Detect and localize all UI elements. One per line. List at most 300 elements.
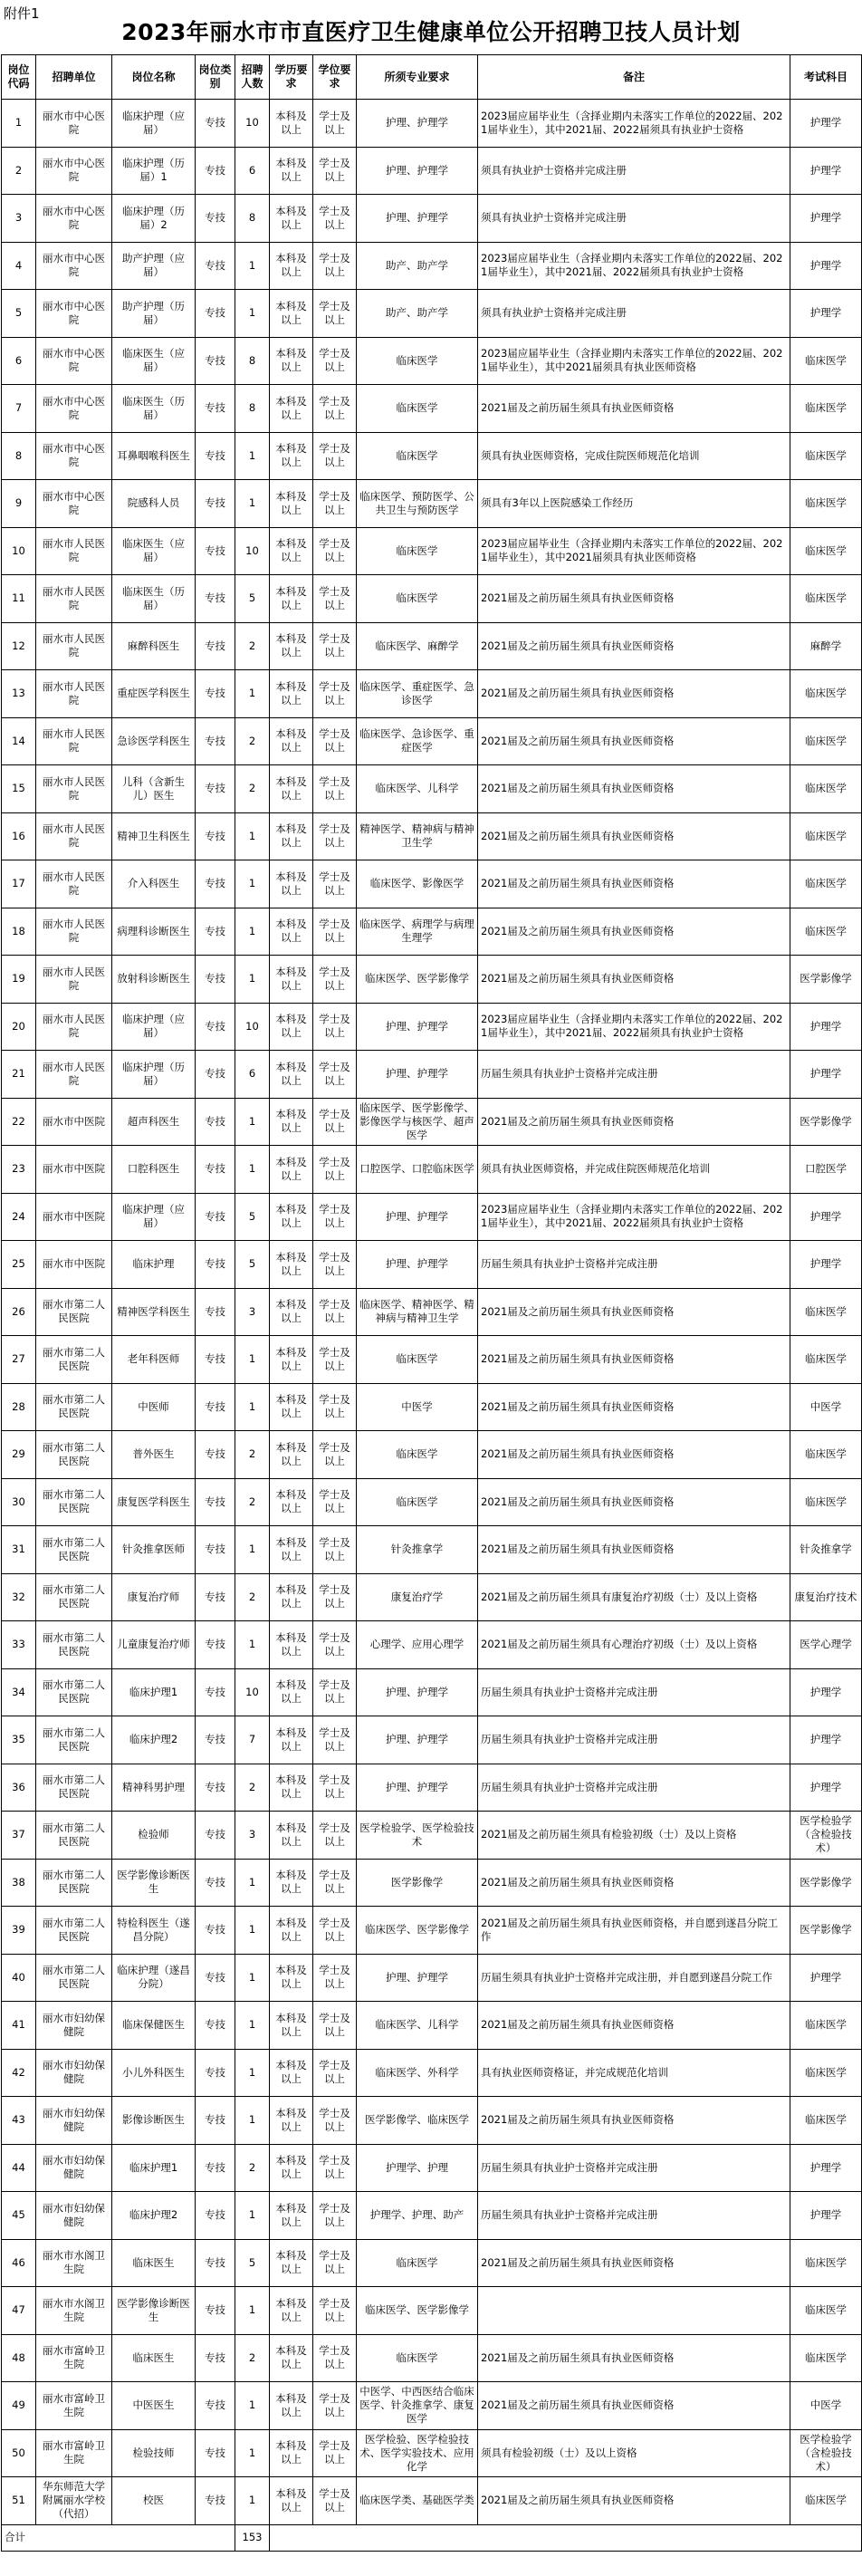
cell-exam-subject: 临床医学 [790, 575, 862, 623]
cell-position-type: 专技 [196, 2477, 235, 2525]
table-row [2, 956, 862, 1004]
cell-exam-subject: 临床医学 [790, 480, 862, 528]
cell-employer: 丽水市第二人民医院 [36, 1812, 112, 1860]
cell-headcount: 8 [235, 195, 270, 243]
cell-remarks: 2021届及之前历届生须具有执业医师资格 [478, 1526, 790, 1574]
cell-education: 本科及以上 [270, 2049, 313, 2097]
cell-exam-subject: 临床医学 [790, 860, 862, 908]
cell-position-type: 专技 [196, 1907, 235, 1955]
cell-remarks: 2021届及之前历届生须具有执业医师资格 [478, 765, 790, 813]
cell-headcount: 10 [235, 100, 270, 148]
table-row [2, 1146, 862, 1194]
cell-remarks: 须具有执业护士资格并完成注册 [478, 147, 790, 195]
cell-education: 本科及以上 [270, 432, 313, 480]
cell-remarks: 历届生须具有执业护士资格并完成注册 [478, 1764, 790, 1812]
cell-position-code: 2 [2, 147, 36, 195]
table-row [2, 290, 862, 338]
cell-exam-subject: 护理学 [790, 147, 862, 195]
cell-employer: 丽水市人民医院 [36, 1003, 112, 1051]
cell-position-name: 精神卫生科医生 [112, 812, 196, 860]
table-row [2, 1621, 862, 1669]
cell-position-code: 31 [2, 1526, 36, 1574]
cell-position-name: 普外医生 [112, 1431, 196, 1479]
cell-degree: 学士及以上 [313, 1288, 357, 1336]
table-row [2, 2192, 862, 2240]
cell-position-code: 18 [2, 908, 36, 956]
cell-degree: 学士及以上 [313, 2477, 357, 2525]
cell-major: 临床医学 [357, 337, 478, 385]
cell-exam-subject: 中医学 [790, 2382, 862, 2430]
table-row [2, 860, 862, 908]
cell-position-type: 专技 [196, 2239, 235, 2287]
cell-exam-subject: 护理学 [790, 1051, 862, 1099]
header-remarks: 备注 [478, 55, 790, 100]
cell-exam-subject: 临床医学 [790, 337, 862, 385]
cell-position-type: 专技 [196, 100, 235, 148]
cell-headcount: 1 [235, 2097, 270, 2145]
cell-headcount: 1 [235, 480, 270, 528]
cell-degree: 学士及以上 [313, 1478, 357, 1526]
cell-employer: 丽水市人民医院 [36, 908, 112, 956]
cell-position-name: 医学影像诊断医生 [112, 2287, 196, 2335]
cell-degree: 学士及以上 [313, 1051, 357, 1099]
cell-exam-subject: 临床医学 [790, 1336, 862, 1384]
cell-education: 本科及以上 [270, 290, 313, 338]
cell-exam-subject: 临床医学 [790, 385, 862, 433]
cell-degree: 学士及以上 [313, 385, 357, 433]
cell-education: 本科及以上 [270, 1003, 313, 1051]
cell-degree: 学士及以上 [313, 1954, 357, 2002]
cell-headcount: 6 [235, 1051, 270, 1099]
cell-remarks: 历届生须具有执业护士资格并完成注册 [478, 1668, 790, 1716]
cell-position-name: 临床护理（应届） [112, 1003, 196, 1051]
cell-exam-subject: 临床医学 [790, 717, 862, 765]
table-row [2, 432, 862, 480]
cell-remarks: 须具有3年以上医院感染工作经历 [478, 480, 790, 528]
table-row [2, 1383, 862, 1431]
cell-position-type: 专技 [196, 1954, 235, 2002]
cell-major: 临床医学、麻醉学 [357, 622, 478, 670]
cell-position-code: 19 [2, 956, 36, 1004]
cell-employer: 丽水市人民医院 [36, 765, 112, 813]
cell-employer: 丽水市第二人民医院 [36, 1668, 112, 1716]
table-row [2, 2097, 862, 2145]
cell-exam-subject: 临床医学 [790, 432, 862, 480]
cell-remarks: 须具有执业护士资格并完成注册 [478, 195, 790, 243]
cell-education: 本科及以上 [270, 2192, 313, 2240]
cell-headcount: 2 [235, 622, 270, 670]
cell-headcount: 10 [235, 527, 270, 575]
cell-headcount: 5 [235, 2239, 270, 2287]
cell-degree: 学士及以上 [313, 2287, 357, 2335]
cell-remarks: 2021届及之前历届生须具有执业医师资格 [478, 717, 790, 765]
cell-degree: 学士及以上 [313, 1431, 357, 1479]
cell-headcount: 2 [235, 2334, 270, 2382]
table-row [2, 908, 862, 956]
table-row [2, 100, 862, 148]
cell-education: 本科及以上 [270, 2144, 313, 2192]
cell-exam-subject: 护理学 [790, 1241, 862, 1289]
cell-employer: 丽水市人民医院 [36, 575, 112, 623]
cell-position-name: 儿科（含新生儿）医生 [112, 765, 196, 813]
cell-headcount: 1 [235, 2382, 270, 2430]
cell-remarks: 2023届应届毕业生（含择业期内未落实工作单位的2022届、2021届毕业生），其中2021届、2022届须具有执业护士资格 [478, 1003, 790, 1051]
cell-position-type: 专技 [196, 1146, 235, 1194]
cell-exam-subject: 护理学 [790, 1003, 862, 1051]
cell-degree: 学士及以上 [313, 1812, 357, 1860]
cell-major: 护理学、护理、助产 [357, 2192, 478, 2240]
cell-remarks: 历届生须具有执业护士资格并完成注册 [478, 1241, 790, 1289]
cell-position-type: 专技 [196, 670, 235, 718]
cell-major: 医学检验、医学检验技术、医学实验技术、应用化学 [357, 2429, 478, 2477]
cell-headcount: 1 [235, 1336, 270, 1384]
cell-education: 本科及以上 [270, 1764, 313, 1812]
cell-position-name: 临床医生（应届） [112, 527, 196, 575]
cell-remarks: 2021届及之前历届生须具有执业医师资格 [478, 956, 790, 1004]
cell-position-type: 专技 [196, 290, 235, 338]
cell-position-type: 专技 [196, 812, 235, 860]
cell-remarks: 2023届应届毕业生（含择业期内未落实工作单位的2022届、2021届毕业生），其中2021届、2022届须具有执业护士资格 [478, 100, 790, 148]
cell-position-code: 39 [2, 1907, 36, 1955]
cell-exam-subject: 临床医学 [790, 2334, 862, 2382]
cell-position-code: 27 [2, 1336, 36, 1384]
cell-position-code: 25 [2, 1241, 36, 1289]
cell-degree: 学士及以上 [313, 242, 357, 290]
cell-employer: 丽水市中心医院 [36, 100, 112, 148]
table-row [2, 670, 862, 718]
cell-position-code: 11 [2, 575, 36, 623]
cell-employer: 丽水市第二人民医院 [36, 1716, 112, 1764]
table-row [2, 1573, 862, 1621]
cell-major: 临床医学、预防医学、公共卫生与预防医学 [357, 480, 478, 528]
cell-headcount: 1 [235, 1526, 270, 1574]
cell-position-code: 48 [2, 2334, 36, 2382]
cell-position-name: 康复治疗师 [112, 1573, 196, 1621]
cell-remarks: 须具有执业护士资格并完成注册 [478, 290, 790, 338]
cell-position-code: 5 [2, 290, 36, 338]
table-row [2, 2334, 862, 2382]
cell-major: 临床医学、儿科学 [357, 765, 478, 813]
cell-degree: 学士及以上 [313, 575, 357, 623]
cell-degree: 学士及以上 [313, 2382, 357, 2430]
cell-position-code: 37 [2, 1812, 36, 1860]
cell-position-type: 专技 [196, 527, 235, 575]
cell-remarks: 2021届及之前历届生须具有执业医师资格 [478, 2239, 790, 2287]
cell-position-type: 专技 [196, 147, 235, 195]
cell-degree: 学士及以上 [313, 1526, 357, 1574]
cell-position-code: 42 [2, 2049, 36, 2097]
cell-position-name: 儿童康复治疗师 [112, 1621, 196, 1669]
cell-headcount: 1 [235, 242, 270, 290]
cell-major: 心理学、应用心理学 [357, 1621, 478, 1669]
cell-headcount: 8 [235, 385, 270, 433]
cell-position-code: 23 [2, 1146, 36, 1194]
cell-major: 临床医学、医学影像学 [357, 956, 478, 1004]
cell-degree: 学士及以上 [313, 1003, 357, 1051]
cell-position-type: 专技 [196, 1241, 235, 1289]
cell-major: 护理、护理学 [357, 1193, 478, 1241]
header-exam-subject: 考试科目 [790, 55, 862, 100]
cell-position-name: 临床保健医生 [112, 2002, 196, 2050]
cell-degree: 学士及以上 [313, 1621, 357, 1669]
cell-exam-subject: 护理学 [790, 1668, 862, 1716]
cell-remarks: 2021届及之前历届生须具有执业医师资格 [478, 622, 790, 670]
cell-employer: 丽水市中心医院 [36, 290, 112, 338]
cell-position-name: 临床医生（应届） [112, 337, 196, 385]
cell-position-code: 14 [2, 717, 36, 765]
cell-remarks: 2021届及之前历届生须具有执业医师资格 [478, 670, 790, 718]
cell-position-type: 专技 [196, 1098, 235, 1146]
cell-major: 护理、护理学 [357, 1764, 478, 1812]
cell-education: 本科及以上 [270, 2334, 313, 2382]
table-row [2, 575, 862, 623]
cell-degree: 学士及以上 [313, 1764, 357, 1812]
cell-education: 本科及以上 [270, 622, 313, 670]
cell-major: 临床医学类、基础医学类 [357, 2477, 478, 2525]
cell-major: 助产、助产学 [357, 242, 478, 290]
cell-degree: 学士及以上 [313, 812, 357, 860]
table-row [2, 1526, 862, 1574]
table-row [2, 1907, 862, 1955]
header-education: 学历要求 [270, 55, 313, 100]
cell-major: 助产、助产学 [357, 290, 478, 338]
cell-employer: 丽水市中医院 [36, 1146, 112, 1194]
cell-degree: 学士及以上 [313, 2192, 357, 2240]
table-row [2, 1051, 862, 1099]
cell-education: 本科及以上 [270, 2287, 313, 2335]
cell-education: 本科及以上 [270, 860, 313, 908]
cell-employer: 丽水市第二人民医院 [36, 1907, 112, 1955]
cell-employer: 丽水市中医院 [36, 1098, 112, 1146]
table-row [2, 2287, 862, 2335]
cell-position-name: 康复医学科医生 [112, 1478, 196, 1526]
cell-remarks: 2021届及之前历届生须具有执业医师资格 [478, 2382, 790, 2430]
table-row [2, 2477, 862, 2525]
cell-position-code: 10 [2, 527, 36, 575]
cell-employer: 丽水市水阁卫生院 [36, 2239, 112, 2287]
cell-major: 临床医学、医学影像学 [357, 2287, 478, 2335]
cell-education: 本科及以上 [270, 717, 313, 765]
cell-education: 本科及以上 [270, 1098, 313, 1146]
cell-employer: 丽水市妇幼保健院 [36, 2049, 112, 2097]
cell-employer: 丽水市中心医院 [36, 147, 112, 195]
cell-employer: 丽水市人民医院 [36, 860, 112, 908]
cell-position-name: 小儿外科医生 [112, 2049, 196, 2097]
cell-position-code: 34 [2, 1668, 36, 1716]
cell-exam-subject: 护理学 [790, 1764, 862, 1812]
cell-position-code: 44 [2, 2144, 36, 2192]
cell-major: 临床医学 [357, 432, 478, 480]
cell-employer: 丽水市妇幼保健院 [36, 2192, 112, 2240]
table-row [2, 195, 862, 243]
cell-remarks: 2021届及之前历届生须具有执业医师资格 [478, 860, 790, 908]
cell-degree: 学士及以上 [313, 1146, 357, 1194]
cell-position-type: 专技 [196, 2334, 235, 2382]
cell-education: 本科及以上 [270, 1859, 313, 1907]
cell-headcount: 1 [235, 1859, 270, 1907]
cell-major: 中医学 [357, 1383, 478, 1431]
cell-remarks: 2023届应届毕业生（含择业期内未落实工作单位的2022届、2021届毕业生），其中2021届、2022届须具有执业护士资格 [478, 1193, 790, 1241]
cell-degree: 学士及以上 [313, 622, 357, 670]
cell-headcount: 1 [235, 1383, 270, 1431]
cell-position-name: 急诊医学科医生 [112, 717, 196, 765]
cell-employer: 丽水市人民医院 [36, 622, 112, 670]
cell-position-type: 专技 [196, 385, 235, 433]
cell-exam-subject: 护理学 [790, 195, 862, 243]
cell-headcount: 1 [235, 670, 270, 718]
cell-major: 临床医学 [357, 2334, 478, 2382]
cell-degree: 学士及以上 [313, 290, 357, 338]
cell-position-name: 校医 [112, 2477, 196, 2525]
cell-position-name: 临床护理（历届） [112, 1051, 196, 1099]
cell-degree: 学士及以上 [313, 432, 357, 480]
table-row [2, 2239, 862, 2287]
table-row [2, 2382, 862, 2430]
cell-degree: 学士及以上 [313, 337, 357, 385]
cell-degree: 学士及以上 [313, 2002, 357, 2050]
cell-remarks: 具有执业医师资格证，并完成规范化培训 [478, 2049, 790, 2097]
cell-position-name: 麻醉科医生 [112, 622, 196, 670]
cell-degree: 学士及以上 [313, 2239, 357, 2287]
cell-employer: 丽水市人民医院 [36, 956, 112, 1004]
cell-education: 本科及以上 [270, 1146, 313, 1194]
cell-exam-subject: 临床医学 [790, 812, 862, 860]
cell-remarks: 2023届应届毕业生（含择业期内未落实工作单位的2022届、2021届毕业生），其中2021届须具有执业医师资格 [478, 527, 790, 575]
cell-headcount: 2 [235, 765, 270, 813]
cell-employer: 丽水市水阁卫生院 [36, 2287, 112, 2335]
cell-position-name: 影像诊断医生 [112, 2097, 196, 2145]
cell-remarks: 2021届及之前历届生须具有执业医师资格 [478, 908, 790, 956]
cell-education: 本科及以上 [270, 337, 313, 385]
table-row [2, 1431, 862, 1479]
cell-position-name: 重症医学科医生 [112, 670, 196, 718]
cell-position-name: 临床护理1 [112, 2144, 196, 2192]
cell-exam-subject: 护理学 [790, 100, 862, 148]
table-row [2, 1954, 862, 2002]
cell-position-type: 专技 [196, 1812, 235, 1860]
cell-degree: 学士及以上 [313, 1859, 357, 1907]
cell-position-code: 17 [2, 860, 36, 908]
cell-degree: 学士及以上 [313, 670, 357, 718]
cell-education: 本科及以上 [270, 1051, 313, 1099]
cell-position-code: 22 [2, 1098, 36, 1146]
table-row [2, 1193, 862, 1241]
cell-position-type: 专技 [196, 1621, 235, 1669]
cell-headcount: 1 [235, 2002, 270, 2050]
cell-education: 本科及以上 [270, 527, 313, 575]
cell-position-code: 24 [2, 1193, 36, 1241]
cell-remarks: 历届生须具有执业护士资格并完成注册，并自愿到遂昌分院工作 [478, 1954, 790, 2002]
cell-degree: 学士及以上 [313, 1241, 357, 1289]
cell-education: 本科及以上 [270, 1193, 313, 1241]
cell-education: 本科及以上 [270, 1526, 313, 1574]
header-degree: 学位要求 [313, 55, 357, 100]
cell-major: 临床医学、影像医学 [357, 860, 478, 908]
cell-position-name: 临床护理2 [112, 1716, 196, 1764]
cell-headcount: 1 [235, 1621, 270, 1669]
cell-position-code: 3 [2, 195, 36, 243]
cell-employer: 丽水市妇幼保健院 [36, 2002, 112, 2050]
cell-position-type: 专技 [196, 242, 235, 290]
cell-degree: 学士及以上 [313, 1383, 357, 1431]
cell-remarks: 须具有检验初级（士）及以上资格 [478, 2429, 790, 2477]
cell-position-name: 临床护理（应届） [112, 1193, 196, 1241]
cell-remarks: 历届生须具有执业护士资格并完成注册 [478, 2144, 790, 2192]
cell-headcount: 2 [235, 717, 270, 765]
cell-employer: 丽水市人民医院 [36, 1051, 112, 1099]
cell-headcount: 1 [235, 908, 270, 956]
cell-headcount: 2 [235, 1573, 270, 1621]
cell-headcount: 3 [235, 1288, 270, 1336]
cell-education: 本科及以上 [270, 2382, 313, 2430]
cell-major: 临床医学 [357, 385, 478, 433]
cell-headcount: 1 [235, 2477, 270, 2525]
cell-exam-subject: 临床医学 [790, 527, 862, 575]
cell-education: 本科及以上 [270, 956, 313, 1004]
table-row [2, 1336, 862, 1384]
cell-exam-subject: 临床医学 [790, 2049, 862, 2097]
cell-employer: 丽水市第二人民医院 [36, 1954, 112, 2002]
cell-exam-subject: 医学影像学 [790, 1907, 862, 1955]
cell-degree: 学士及以上 [313, 2097, 357, 2145]
cell-position-name: 特检科医生（遂昌分院） [112, 1907, 196, 1955]
cell-major: 临床医学 [357, 575, 478, 623]
cell-position-code: 35 [2, 1716, 36, 1764]
cell-degree: 学士及以上 [313, 1716, 357, 1764]
table-row [2, 2049, 862, 2097]
cell-position-name: 检验师 [112, 1812, 196, 1860]
cell-major: 护理、护理学 [357, 1051, 478, 1099]
cell-position-code: 40 [2, 1954, 36, 2002]
cell-position-type: 专技 [196, 195, 235, 243]
cell-position-code: 9 [2, 480, 36, 528]
cell-remarks: 2021届及之前历届生须具有检验初级（士）及以上资格 [478, 1812, 790, 1860]
cell-education: 本科及以上 [270, 1478, 313, 1526]
cell-major: 医学影像学、临床医学 [357, 2097, 478, 2145]
attachment-label: 附件1 [4, 5, 40, 22]
cell-degree: 学士及以上 [313, 480, 357, 528]
cell-remarks [478, 2287, 790, 2335]
cell-position-type: 专技 [196, 1051, 235, 1099]
cell-education: 本科及以上 [270, 2097, 313, 2145]
table-row [2, 2144, 862, 2192]
cell-position-name: 助产护理（应届） [112, 242, 196, 290]
cell-major: 临床医学、外科学 [357, 2049, 478, 2097]
cell-employer: 丽水市第二人民医院 [36, 1621, 112, 1669]
cell-position-name: 放射科诊断医生 [112, 956, 196, 1004]
table-row [2, 812, 862, 860]
cell-major: 护理、护理学 [357, 147, 478, 195]
cell-employer: 丽水市妇幼保健院 [36, 2097, 112, 2145]
cell-degree: 学士及以上 [313, 1668, 357, 1716]
cell-headcount: 1 [235, 2429, 270, 2477]
cell-employer: 丽水市人民医院 [36, 812, 112, 860]
cell-headcount: 1 [235, 2192, 270, 2240]
cell-headcount: 2 [235, 1478, 270, 1526]
cell-education: 本科及以上 [270, 1668, 313, 1716]
cell-education: 本科及以上 [270, 765, 313, 813]
cell-position-type: 专技 [196, 908, 235, 956]
cell-major: 临床医学 [357, 1478, 478, 1526]
cell-major: 临床医学、急诊医学、重症医学 [357, 717, 478, 765]
cell-position-code: 38 [2, 1859, 36, 1907]
cell-position-name: 中医师 [112, 1383, 196, 1431]
cell-exam-subject: 护理学 [790, 1193, 862, 1241]
cell-headcount: 1 [235, 1146, 270, 1194]
cell-position-name: 精神科男护理 [112, 1764, 196, 1812]
cell-position-code: 7 [2, 385, 36, 433]
cell-position-type: 专技 [196, 1288, 235, 1336]
